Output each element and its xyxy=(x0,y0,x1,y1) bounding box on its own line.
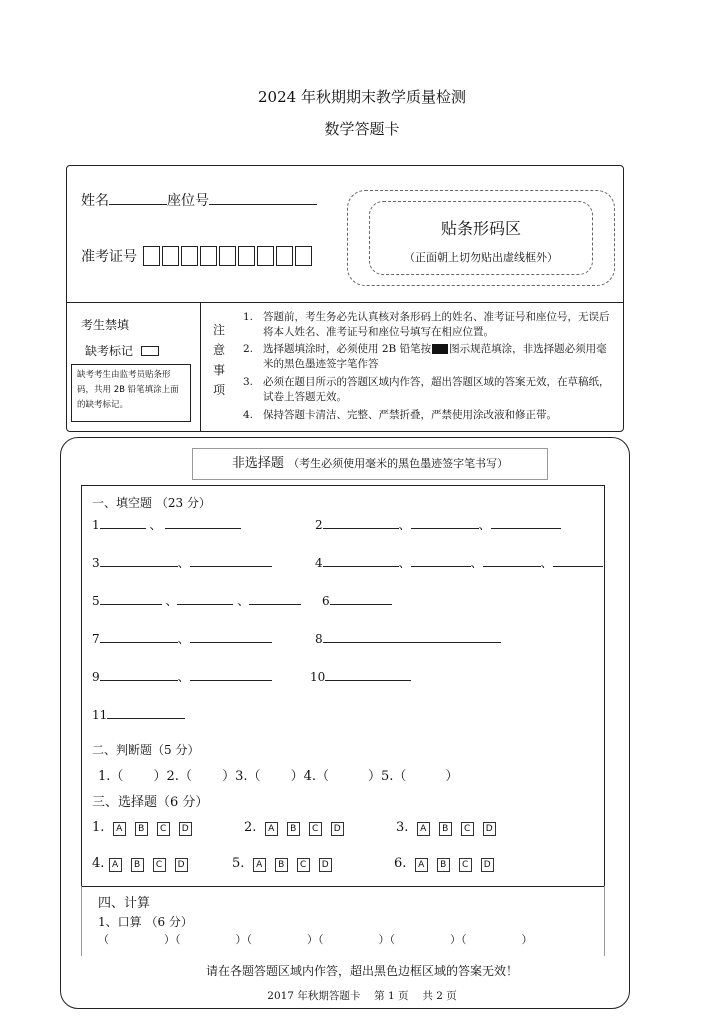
absent-title: 考生禁填 xyxy=(81,318,130,332)
absent-mark-label: 缺考标记 xyxy=(85,344,134,358)
judge-title: 二、判断题（5 分） xyxy=(92,743,200,757)
fill-q2[interactable]: 2 、 、 xyxy=(315,514,561,533)
warning-text: 请在各题答题区域内作答，超出黑色边框区域的答案无效！ xyxy=(205,964,518,978)
fill-q7[interactable]: 7 、 xyxy=(92,628,272,647)
name-row xyxy=(81,190,317,210)
fill-q6[interactable]: 6 xyxy=(322,590,392,608)
choice-title: 三、选择题（6 分） xyxy=(92,795,209,810)
section-header: 非选择题 （考生必须使用毫米的黑色墨迹签字笔书写） xyxy=(192,448,548,480)
fill-q3[interactable]: 3 、 xyxy=(92,552,272,571)
barcode-area xyxy=(347,190,615,286)
fill-q5[interactable]: 5 、 、 xyxy=(92,590,301,609)
note-3: 必须在题目所示的答题区域内作答，超出答题区域的答案无效，在草稿纸，试卷上答题无效。 xyxy=(263,376,610,403)
barcode-note: （正面朝上切勿贴出虚线框外） xyxy=(404,251,558,264)
choice-q5[interactable]: 5. A B C D xyxy=(232,856,341,872)
calc-sub: 1、口算 （6 分） xyxy=(98,915,193,929)
notes-list: 1. 答题前，考生务必先认真核对条形码上的姓名、准考证号和座位号，无误后将本人姓名、准考证号和座位号填写在相应位置。 2. 选择题填涂时，必须使用 2B 铅笔按 图示规范填涂，非选择题必须用毫米的黑色墨迹签字笔作答 3. 必须在题目所示的答题区域内作答，超出答题区域的答案无效，在草稿纸，试卷上答题无效。 4. 保持答题卡清洁、完整、严禁折叠，严禁使用涂改液和修正带。 xyxy=(243,310,613,423)
name-field[interactable] xyxy=(109,190,167,205)
barcode-title: 贴条形码区 xyxy=(440,219,521,238)
name-label: 姓名 xyxy=(81,193,109,209)
fill-q1[interactable]: 1 、 xyxy=(92,514,241,533)
choice-q6[interactable]: 6. A B C D xyxy=(394,856,503,872)
fill-q4[interactable]: 4 、 、 、 xyxy=(315,552,603,571)
judge-answers[interactable]: 1.（ ）2.（ ）3.（ ）4.（ ）5.（ ） xyxy=(98,769,459,784)
fill-q8[interactable]: 8 xyxy=(315,628,501,646)
fill-title: 一、填空题 （23 分） xyxy=(92,496,211,510)
absent-note: 缺考考生由监考员贴条形码，共用 2B 铅笔填涂上面的缺考标记。 xyxy=(71,364,191,422)
seat-field[interactable] xyxy=(209,190,317,205)
fill-q11[interactable]: 11 xyxy=(92,704,185,722)
note-4: 保持答题卡清洁、完整、严禁折叠，严禁使用涂改液和修正带。 xyxy=(263,409,557,421)
choice-q4[interactable]: 4. A B C D xyxy=(92,856,197,872)
answer-inner-box xyxy=(81,485,605,887)
card-subtitle: 数学答题卡 xyxy=(324,120,400,138)
fill-q10[interactable]: 10 xyxy=(310,666,411,684)
info-box xyxy=(66,165,624,432)
choice-q1[interactable]: 1. A B C D xyxy=(92,820,201,836)
calc-title: 四、计算 xyxy=(98,896,151,911)
filled-mark-icon xyxy=(432,344,448,354)
calc-answers[interactable]: （ ）（ ）（ ）（ ）（ ）（ ） xyxy=(98,933,533,946)
exam-id-row xyxy=(81,246,314,266)
page-footer: 2017 年秋期答题卡 第 1 页 共 2 页 xyxy=(267,990,457,1002)
exam-id-label: 准考证号 xyxy=(81,249,137,265)
note-2: 选择题填涂时，必须使用 2B 铅笔按 图示规范填涂，非选择题必须用毫米的黑色墨迹签字笔作答 xyxy=(263,343,607,370)
barcode-inner xyxy=(369,201,593,275)
exam-title: 2024 年秋期期末教学质量检测 xyxy=(258,88,466,106)
calc-section xyxy=(81,886,605,956)
notes-heading: 注 意 事 项 xyxy=(213,323,226,397)
seat-label: 座位号 xyxy=(167,193,209,209)
choice-q3[interactable]: 3. A B C D xyxy=(396,820,505,836)
absent-mark-box[interactable] xyxy=(141,346,159,356)
choice-q2[interactable]: 2. A B C D xyxy=(244,820,353,836)
exam-id-cells[interactable] xyxy=(143,246,314,266)
fill-q9[interactable]: 9 、 xyxy=(92,666,272,685)
note-1: 答题前，考生务必先认真核对条形码上的姓名、准考证号和座位号，无误后将本人姓名、准考证号和座位号填写在相应位置。 xyxy=(263,311,610,338)
absent-mark-row xyxy=(85,342,159,359)
